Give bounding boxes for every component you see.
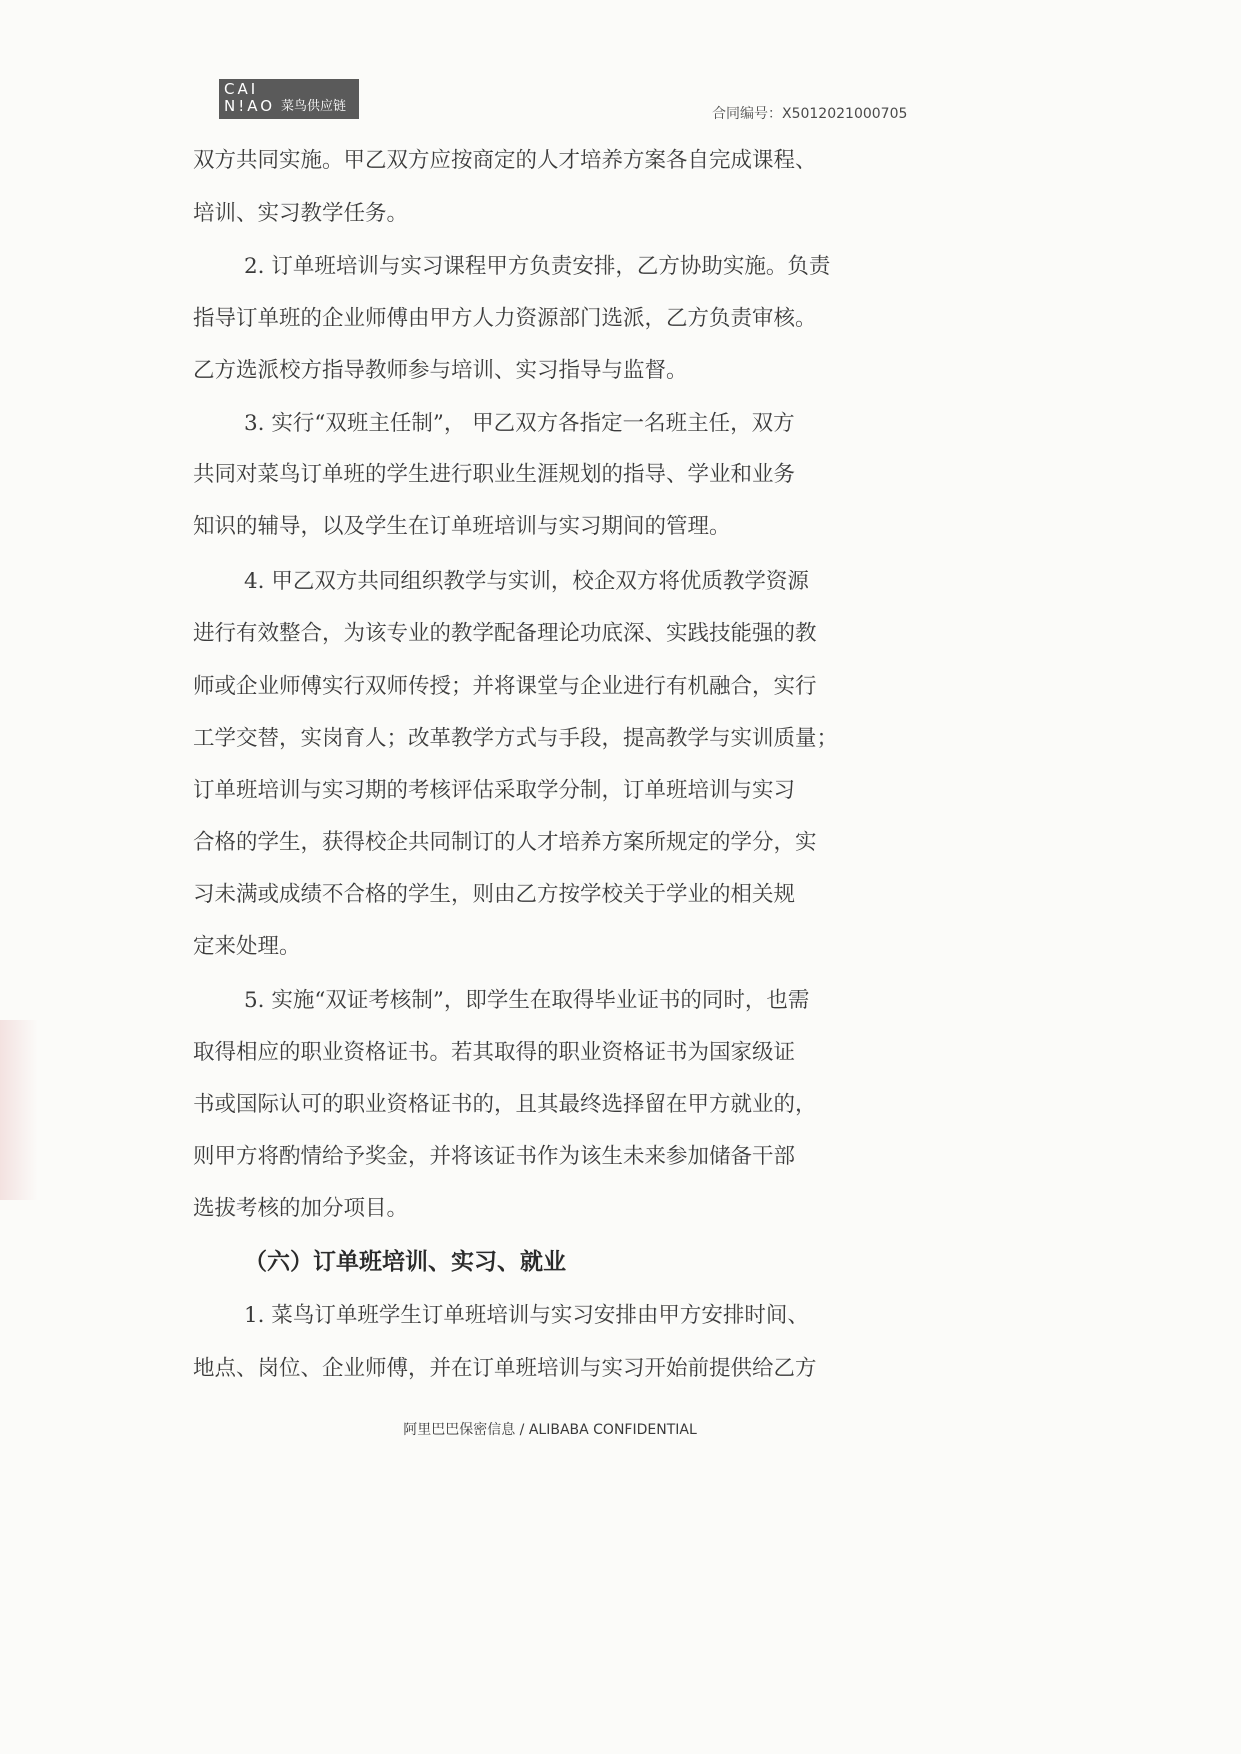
section-heading: （六）订单班培训、实习、就业: [244, 1249, 566, 1275]
body-line: 习未满或成绩不合格的学生，则由乙方按学校关于学业的相关规: [193, 882, 796, 907]
logo-chinese: 菜鸟供应链: [281, 99, 347, 114]
body-line: 书或国际认可的职业资格证书的，且其最终选择留在甲方就业的，: [193, 1092, 817, 1117]
body-line: 5. 实施“双证考核制”，即学生在取得毕业证书的同时，也需: [244, 988, 810, 1013]
body-line: 师或企业师傅实行双师传授；并将课堂与企业进行有机融合，实行: [193, 674, 817, 699]
body-line: 进行有效整合，为该专业的教学配备理论功底深、实践技能强的教: [193, 621, 817, 646]
body-line: 指导订单班的企业师傅由甲方人力资源部门选派，乙方负责审核。: [193, 306, 817, 331]
logo-latin-line1: CAI: [224, 80, 259, 98]
confidential-footer: 阿里巴巴保密信息 / ALIBABA CONFIDENTIAL: [403, 1422, 697, 1438]
body-line: 3. 实行“双班主任制”， 甲乙双方各指定一名班主任，双方: [244, 411, 795, 436]
cainiao-logo: [219, 79, 359, 119]
body-line: 定来处理。: [193, 934, 301, 959]
body-line: 乙方选派校方指导教师参与培训、实习指导与监督。: [193, 358, 688, 383]
body-line: 双方共同实施。甲乙双方应按商定的人才培养方案各自完成课程、: [193, 148, 817, 173]
logo-latin-line2: N!AO: [224, 97, 276, 115]
body-line: 工学交替，实岗育人；改革教学方式与手段，提高教学与实训质量；: [193, 726, 839, 751]
body-line: 2. 订单班培训与实习课程甲方负责安排，乙方协助实施。负责: [244, 254, 831, 279]
contract-number: 合同编号：X5012021000705: [712, 106, 908, 122]
red-stamp-edge: [0, 1020, 38, 1200]
body-line: 4. 甲乙双方共同组织教学与实训，校企双方将优质教学资源: [244, 569, 809, 594]
body-line: 共同对菜鸟订单班的学生进行职业生涯规划的指导、学业和业务: [193, 462, 796, 487]
body-line: 取得相应的职业资格证书。若其取得的职业资格证书为国家级证: [193, 1040, 796, 1065]
body-line: 培训、实习教学任务。: [193, 201, 409, 226]
body-line: 则甲方将酌情给予奖金，并将该证书作为该生未来参加储备干部: [193, 1144, 796, 1169]
body-line: 选拔考核的加分项目。: [193, 1196, 409, 1221]
body-line: 合格的学生，获得校企共同制订的人才培养方案所规定的学分，实: [193, 830, 817, 855]
body-line: 1. 菜鸟订单班学生订单班培训与实习安排由甲方安排时间、: [244, 1303, 809, 1328]
body-line: 订单班培训与实习期的考核评估采取学分制，订单班培训与实习: [193, 778, 796, 803]
body-line: 地点、岗位、企业师傅，并在订单班培训与实习开始前提供给乙方: [193, 1356, 817, 1381]
body-line: 知识的辅导，以及学生在订单班培训与实习期间的管理。: [193, 514, 731, 539]
